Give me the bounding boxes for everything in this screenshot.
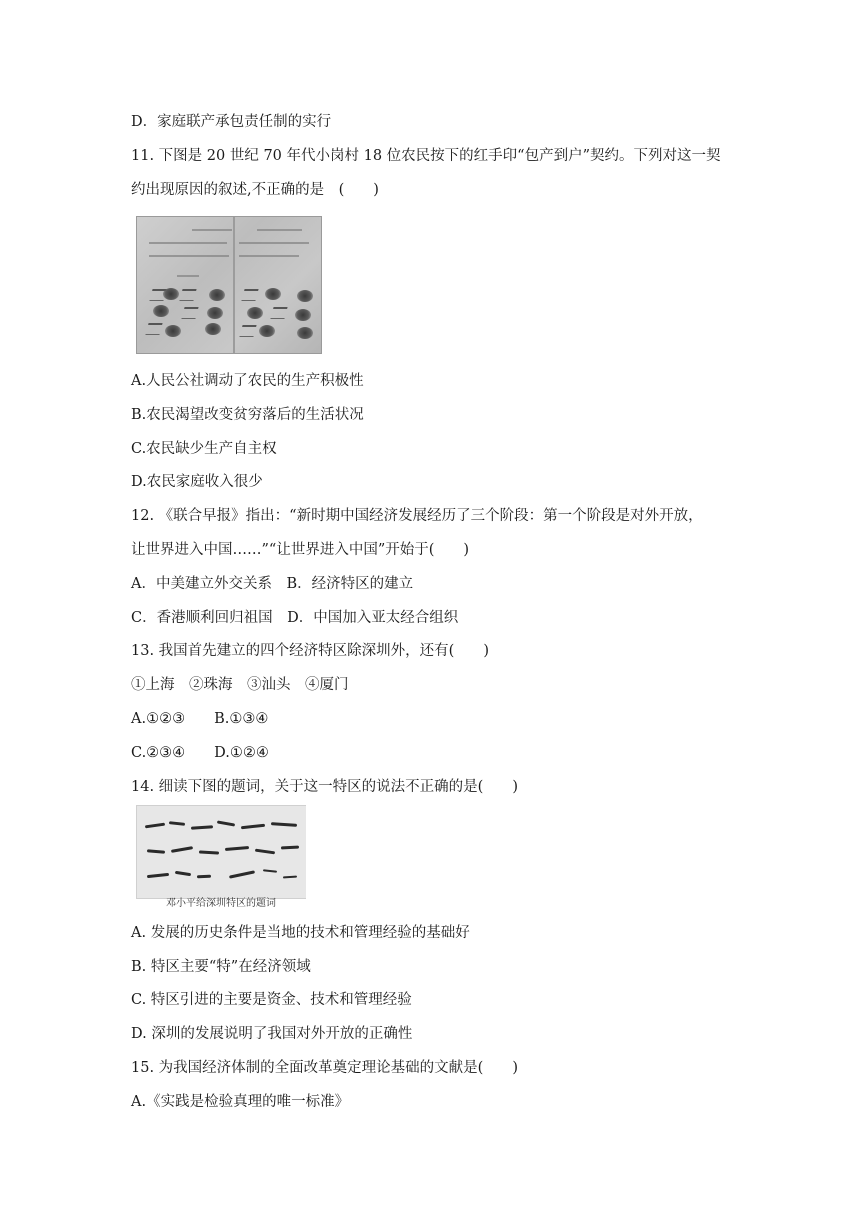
contract-signature xyxy=(179,289,196,301)
contract-signature xyxy=(241,289,258,301)
question-11-stem-cont: 约出现原因的叙述,不正确的是 ( ) xyxy=(131,182,379,198)
fingerprint xyxy=(163,288,179,300)
question-13-stem: 13. 我国首先建立的四个经济特区除深圳外，还有( ) xyxy=(131,643,489,659)
option-a-q15: A.《实践是检验真理的唯一标准》 xyxy=(131,1094,350,1110)
contract-text-line xyxy=(257,229,302,231)
brush-stroke xyxy=(145,823,165,829)
contract-text-line xyxy=(177,275,199,277)
contract-text-line xyxy=(149,242,227,244)
brush-stroke xyxy=(271,822,297,827)
contract-text-line xyxy=(192,229,232,231)
option-b-q11: B.农民渴望改变贫穷落后的生活状况 xyxy=(131,407,364,423)
brush-stroke xyxy=(225,846,249,851)
brush-stroke xyxy=(229,870,255,878)
fingerprint xyxy=(247,307,263,319)
option-a-q14: A. 发展的历史条件是当地的技术和管理经验的基础好 xyxy=(131,925,470,941)
options-ab-q13: A.①②③ B.①③④ xyxy=(131,711,269,727)
brush-stroke xyxy=(197,875,211,878)
brush-stroke xyxy=(199,850,219,854)
brush-stroke xyxy=(147,849,165,854)
brush-stroke xyxy=(281,846,299,850)
options-ab-q12: A．中美建立外交关系 B．经济特区的建立 xyxy=(131,576,414,592)
contract-signature xyxy=(239,325,256,337)
brush-stroke xyxy=(169,821,185,826)
question-12-stem: 12. 《联合早报》指出：“新时期中国经济发展经历了三个阶段：第一个阶段是对外开放， xyxy=(131,508,703,524)
option-d-q14: D. 深圳的发展说明了我国对外开放的正确性 xyxy=(131,1026,413,1042)
option-a-q11: A.人民公社调动了农民的生产积极性 xyxy=(131,373,364,389)
contract-text-line xyxy=(239,242,309,244)
option-b-q14: B. 特区主要“特”在经济领域 xyxy=(131,959,311,975)
brush-stroke xyxy=(191,825,213,830)
fingerprint xyxy=(209,289,225,301)
contract-fold xyxy=(233,217,235,353)
brush-stroke xyxy=(217,820,235,826)
brush-stroke xyxy=(241,824,265,829)
fingerprint xyxy=(295,309,311,321)
contract-signature xyxy=(181,307,198,319)
contract-signature xyxy=(145,323,162,335)
fingerprint xyxy=(297,327,313,339)
brush-stroke xyxy=(263,869,277,872)
inscription-caption: 邓小平给深圳特区的题词 xyxy=(166,898,276,909)
brush-stroke xyxy=(171,846,193,853)
fingerprint xyxy=(297,290,313,302)
question-11-stem: 11. 下图是 20 世纪 70 年代小岗村 18 位农民按下的红手印“包产到户”契约。下列对这一契 xyxy=(131,148,721,164)
question-15-stem: 15. 为我国经济体制的全面改革奠定理论基础的文献是( ) xyxy=(131,1060,518,1076)
question-13-items: ①上海 ②珠海 ③汕头 ④厦门 xyxy=(131,677,349,693)
options-cd-q13: C.②③④ D.①②④ xyxy=(131,745,269,761)
fingerprint xyxy=(205,323,221,335)
brush-stroke xyxy=(255,849,275,855)
fingerprint xyxy=(153,305,169,317)
fingerprint xyxy=(265,288,281,300)
question-14-stem: 14. 细读下图的题词，关于这一特区的说法不正确的是( ) xyxy=(131,779,518,795)
fingerprint xyxy=(207,307,223,319)
option-c-q14: C. 特区引进的主要是资金、技术和管理经验 xyxy=(131,992,412,1008)
contract-text-line xyxy=(239,255,299,257)
option-d-q10: D．家庭联产承包责任制的实行 xyxy=(131,114,332,130)
option-c-q11: C.农民缺少生产自主权 xyxy=(131,441,277,457)
option-d-q11: D.农民家庭收入很少 xyxy=(131,474,263,490)
brush-stroke xyxy=(175,871,191,876)
brush-stroke xyxy=(147,873,169,878)
options-cd-q12: C．香港顺利回归祖国 D．中国加入亚太经合组织 xyxy=(131,610,459,626)
contract-signature xyxy=(270,307,287,319)
inscription-paper xyxy=(136,805,306,899)
contract-text-line xyxy=(149,255,229,257)
brush-stroke xyxy=(283,876,297,879)
fingerprint xyxy=(259,325,275,337)
contract-photo xyxy=(136,216,322,354)
question-12-stem-cont: 让世界进入中国……”“让世界进入中国”开始于( ) xyxy=(131,542,470,558)
inscription-photo xyxy=(136,805,306,910)
fingerprint xyxy=(165,325,181,337)
